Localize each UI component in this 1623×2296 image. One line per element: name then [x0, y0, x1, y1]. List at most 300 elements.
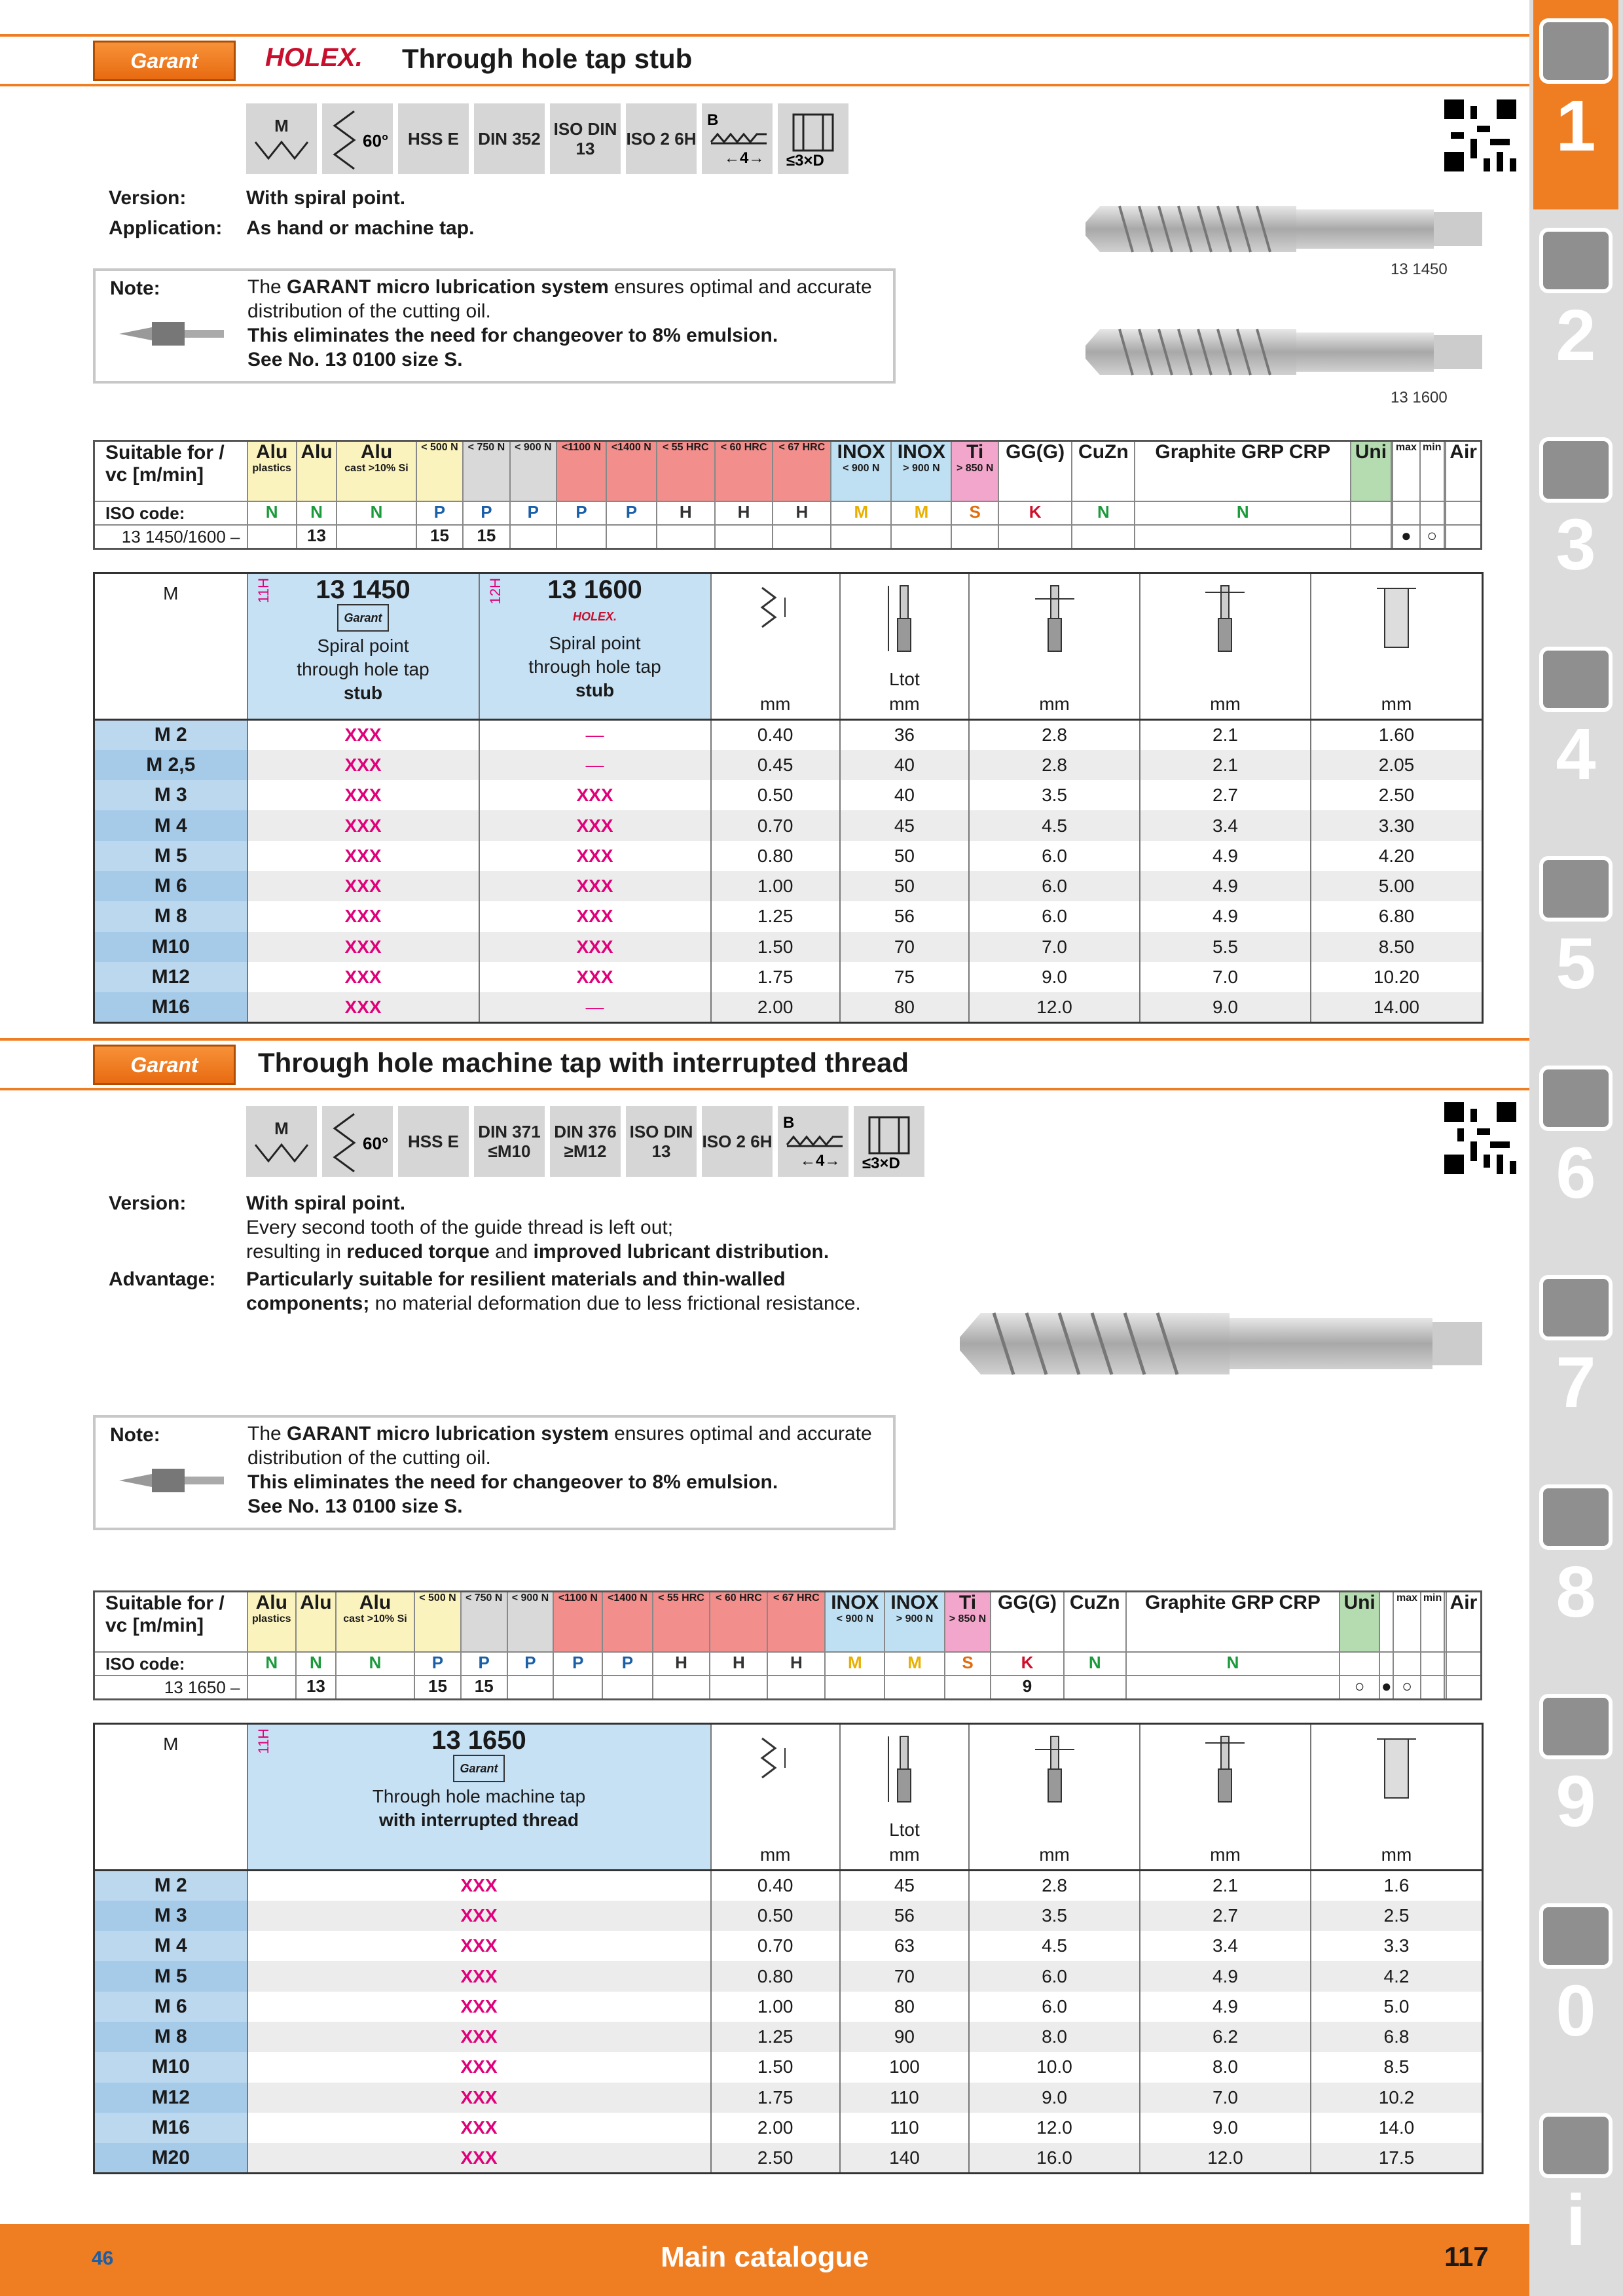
svg-text:←4→: ←4→ [800, 1152, 841, 1170]
table-cell: 2.50 [1311, 780, 1483, 810]
table-cell: 7.0 [969, 932, 1140, 962]
table-cell: 2.8 [969, 720, 1140, 750]
din-376-icon: DIN 376 ≥M12 [550, 1106, 621, 1177]
material-col: <1400 N [602, 1592, 652, 1652]
chamfer-form-b-icon [778, 1106, 848, 1177]
table-cell[interactable]: XXX [247, 2052, 711, 2082]
note-text: The GARANT micro lubrication system ensures optimal and accurate distribution of the cutting oil. This eliminates the need for changeover to 8% emulsion. See No. 13 0100 size S. [247, 276, 872, 370]
table-cell: 1.50 [711, 2052, 840, 2082]
table-row [94, 1931, 1483, 1961]
table-row [94, 2143, 1483, 2173]
cutting-speed-cell [556, 525, 606, 549]
cutting-speed-cell [831, 525, 891, 549]
iso-code-cell: P [602, 1652, 652, 1676]
sidebar-tab-i[interactable] [1533, 2094, 1618, 2296]
table-cell: 10.2 [1311, 2083, 1483, 2113]
table-cell: 56 [840, 901, 969, 931]
cutting-speed-cell [1072, 525, 1135, 549]
hss-e-icon: HSS E [398, 103, 469, 174]
thread-size-cell: M12 [94, 2083, 247, 2113]
table-cell: 3.30 [1311, 810, 1483, 840]
thread-size-cell: M 2,5 [94, 750, 247, 780]
table-cell[interactable]: XXX [247, 780, 479, 810]
iso-code-cell: P [414, 1652, 461, 1676]
shank-diameter-icon [1029, 1730, 1081, 1815]
square-column: mm [1140, 1724, 1311, 1871]
table-row [94, 720, 1483, 750]
iso-code-cell: N [1126, 1652, 1340, 1676]
table-cell: 56 [840, 1901, 969, 1931]
table-cell: 5.5 [1140, 932, 1311, 962]
cutting-speed-cell: ● [1393, 525, 1420, 549]
table-cell: 50 [840, 841, 969, 871]
iso-code-cell [1379, 1652, 1393, 1676]
table-cell: 2.00 [711, 2113, 840, 2143]
table-cell: 4.9 [1140, 1992, 1311, 2022]
material-col: CuZn [1072, 441, 1135, 501]
cutting-speed-cell [767, 1676, 825, 1700]
column-thread: M [94, 1724, 247, 1871]
sidebar-tab-2[interactable] [1533, 209, 1618, 419]
table-cell: 75 [840, 962, 969, 992]
table-cell[interactable]: XXX [247, 810, 479, 840]
table-cell[interactable]: XXX [247, 1901, 711, 1931]
table-cell[interactable]: XXX [247, 2113, 711, 2143]
cutting-speed-cell: ● [1379, 1676, 1393, 1700]
table-cell[interactable]: — [479, 720, 711, 750]
section-title: Through hole machine tap with interrupted thread [258, 1047, 909, 1078]
svg-text:60°: 60° [363, 131, 389, 151]
product-desc: Spiral point [317, 636, 409, 656]
table-cell[interactable]: — [479, 992, 711, 1022]
iso-code-cell: N [1064, 1652, 1126, 1676]
table-row [94, 841, 1483, 871]
material-col: INOX > 900 N [891, 441, 951, 501]
iso-code-cell: P [556, 501, 606, 525]
table-row [94, 2052, 1483, 2082]
table-cell[interactable]: XXX [247, 962, 479, 992]
table-cell: 17.5 [1311, 2143, 1483, 2173]
table-cell: 4.9 [1140, 871, 1311, 901]
iso-code-cell [1340, 1652, 1379, 1676]
material-col: < 60 HRC [715, 441, 773, 501]
material-col: Alu [297, 441, 337, 501]
iso-code-cell: H [710, 1652, 767, 1676]
cutting-speed-cell: 13 [296, 1676, 336, 1700]
sidebar-tab-3[interactable] [1533, 419, 1618, 628]
table-cell: 14.0 [1311, 2113, 1483, 2143]
pitch-column: mm [711, 1724, 840, 1871]
table-cell[interactable]: XXX [479, 962, 711, 992]
angle-60-icon [322, 103, 393, 174]
table-cell: 2.8 [969, 750, 1140, 780]
column-thread: M [94, 573, 247, 720]
core-drill-column: mm [1311, 1724, 1483, 1871]
iso-din-13-icon: ISO DIN 13 [550, 103, 621, 174]
sidebar-tab-5[interactable] [1533, 838, 1618, 1047]
metric-thread-icon: M [246, 1106, 317, 1177]
cutting-speed-cell [1446, 525, 1481, 549]
material-col: <1400 N [606, 441, 657, 501]
shank-diameter-column: mm [969, 1724, 1140, 1871]
material-col: INOX < 900 N [825, 1592, 884, 1652]
table-cell[interactable]: XXX [247, 932, 479, 962]
table-cell: 2.05 [1311, 750, 1483, 780]
table-cell[interactable]: XXX [479, 871, 711, 901]
svg-text:≤3×D: ≤3×D [786, 152, 824, 168]
pitch-icon [756, 584, 795, 637]
table-cell: 2.5 [1311, 1901, 1483, 1931]
thread-size-cell: M 8 [94, 901, 247, 931]
table-cell: 3.4 [1140, 810, 1311, 840]
material-col [1379, 1592, 1393, 1652]
din-371-icon: DIN 371 ≤M10 [474, 1106, 545, 1177]
product-code: 13 1600 [547, 575, 642, 604]
material-col: min [1420, 441, 1444, 501]
cutting-speed-cell [553, 1676, 602, 1700]
cutting-speed-cell [337, 525, 416, 549]
table-cell: 4.9 [1140, 841, 1311, 871]
table-cell: 100 [840, 2052, 969, 2082]
table-cell: 70 [840, 1961, 969, 1991]
chamfer-form-b-icon [702, 103, 773, 174]
thread-size-cell: M16 [94, 2113, 247, 2143]
version-text: With spiral point. [246, 187, 406, 209]
cutting-speed-cell [247, 1676, 297, 1700]
iso-code-cell: H [657, 501, 715, 525]
angle-60-icon [322, 1106, 393, 1177]
table-cell[interactable]: XXX [247, 2143, 711, 2173]
iso-code-cell: N [247, 501, 297, 525]
table-cell: 0.70 [711, 810, 840, 840]
material-col: < 500 N [416, 441, 463, 501]
table-cell: 6.2 [1140, 2022, 1311, 2052]
iso-code-cell: M [825, 1652, 884, 1676]
product-code: 13 1450 [316, 575, 410, 604]
table-cell[interactable]: XXX [247, 841, 479, 871]
material-col: < 55 HRC [657, 441, 715, 501]
iso-code-cell [1393, 1652, 1420, 1676]
table-cell: 80 [840, 1992, 969, 2022]
table-cell[interactable]: XXX [479, 780, 711, 810]
table-cell: 12.0 [969, 2113, 1140, 2143]
table-cell: 4.9 [1140, 901, 1311, 931]
material-col: GG(G) [991, 1592, 1063, 1652]
sidebar-tab-number: 3 [1556, 505, 1596, 585]
table-row [94, 2113, 1483, 2143]
cutting-speed-cell [653, 1676, 710, 1700]
iso-code-cell [1446, 1652, 1482, 1676]
iso-code-cell: P [553, 1652, 602, 1676]
thread-size-cell: M 5 [94, 1961, 247, 1991]
sidebar-tab-7[interactable] [1533, 1257, 1618, 1466]
iso-code-cell: H [773, 501, 831, 525]
table-cell: 140 [840, 2143, 969, 2173]
product-desc: Spiral point [549, 633, 641, 653]
sidebar-tab-9[interactable] [1533, 1676, 1618, 1885]
version-label: Version: [109, 187, 187, 209]
sidebar-tab-number: 6 [1556, 1133, 1596, 1213]
material-col: Ti > 850 N [945, 1592, 991, 1652]
material-col: max [1393, 441, 1420, 501]
header-rule-top [0, 1038, 1529, 1041]
iso-code-cell: N [297, 501, 337, 525]
sidebar-tab-number: 8 [1556, 1552, 1596, 1632]
chapter-icon [1539, 1275, 1613, 1340]
svg-text:B: B [707, 111, 719, 129]
iso-code-cell: S [945, 1652, 991, 1676]
sidebar-tab-4[interactable] [1533, 628, 1618, 838]
iso-code-cell: N [1072, 501, 1135, 525]
table-cell: 12.0 [1140, 2143, 1311, 2173]
tolerance-label: 11H [255, 1729, 272, 1754]
table-cell: 3.3 [1311, 1931, 1483, 1961]
table-cell: 0.80 [711, 841, 840, 871]
chapter-icon [1539, 228, 1613, 293]
table-cell: 2.1 [1140, 720, 1311, 750]
table-cell: 2.1 [1140, 1871, 1311, 1901]
thread-size-cell: M 3 [94, 780, 247, 810]
chapter-icon [1539, 2113, 1613, 2178]
table-cell[interactable]: XXX [247, 992, 479, 1022]
thread-size-cell: M 4 [94, 810, 247, 840]
table-cell: 4.5 [969, 1931, 1140, 1961]
material-col: min [1421, 1592, 1445, 1652]
material-col: < 55 HRC [653, 1592, 710, 1652]
cutting-speed-cell [1126, 1676, 1340, 1700]
table-cell: 7.0 [1140, 962, 1311, 992]
cutting-speed-cell [657, 525, 715, 549]
suitable-for-label: Suitable for / vc [m/min] [94, 1592, 247, 1652]
iso-code-cell: K [998, 501, 1072, 525]
note-text: The GARANT micro lubrication system ensures optimal and accurate distribution of the cutting oil. This eliminates the need for changeover to 8% emulsion. See No. 13 0100 size S. [247, 1423, 872, 1517]
holex-mini-logo: HOLEX. [572, 610, 617, 623]
table-cell: 40 [840, 750, 969, 780]
table-cell[interactable]: XXX [479, 932, 711, 962]
cutting-speed-cell: 13 [297, 525, 337, 549]
tap-image-131600 [1080, 319, 1486, 385]
table-cell: 4.20 [1311, 841, 1483, 871]
table-cell: 4.9 [1140, 1961, 1311, 1991]
table-cell[interactable]: XXX [247, 1992, 711, 2022]
iso-code-label: ISO code: [94, 501, 247, 525]
table-cell: 50 [840, 871, 969, 901]
note-box [93, 268, 896, 384]
material-col: INOX < 900 N [831, 441, 891, 501]
thread-size-cell: M 5 [94, 841, 247, 871]
suitability-table [93, 1590, 1482, 1700]
property-icons [246, 103, 848, 174]
table-row [94, 1961, 1483, 1991]
table-cell: 0.45 [711, 750, 840, 780]
cutting-speed-cell [884, 1676, 944, 1700]
thread-size-cell: M16 [94, 992, 247, 1022]
table-cell[interactable]: XXX [247, 2022, 711, 2052]
table-cell: 1.75 [711, 962, 840, 992]
thread-size-cell: M12 [94, 962, 247, 992]
sidebar-tab-0[interactable] [1533, 1885, 1618, 2094]
micro-lubrication-icon [113, 308, 228, 360]
table-cell: 7.0 [1140, 2083, 1311, 2113]
cutting-speed-cell: 15 [416, 525, 463, 549]
product-desc: with interrupted thread [379, 1810, 579, 1830]
material-col: GG(G) [998, 441, 1072, 501]
square-column: mm [1140, 573, 1311, 720]
iso-code-cell: N [1135, 501, 1351, 525]
table-cell[interactable]: XXX [247, 1961, 711, 1991]
note-label: Note: [110, 1424, 160, 1446]
shank-diameter-column: mm [969, 573, 1140, 720]
table-cell: 0.80 [711, 1961, 840, 1991]
material-col: INOX > 900 N [884, 1592, 944, 1652]
table-cell: 9.0 [969, 962, 1140, 992]
pitch-icon [756, 1735, 795, 1787]
material-col: Uni [1340, 1592, 1379, 1652]
core-drill-icon [1370, 1730, 1423, 1815]
table-cell[interactable]: XXX [479, 810, 711, 840]
cutting-speed-cell [891, 525, 951, 549]
image-caption-131450: 13 1450 [1391, 260, 1448, 278]
cutting-speed-cell: 15 [461, 1676, 507, 1700]
cutting-speed-cell: 9 [991, 1676, 1063, 1700]
cutting-speed-cell [773, 525, 831, 549]
table-cell: 63 [840, 1931, 969, 1961]
header-rule-top [0, 34, 1529, 37]
table-cell[interactable]: XXX [247, 901, 479, 931]
table-cell: 70 [840, 932, 969, 962]
table-cell: 8.50 [1311, 932, 1483, 962]
material-col: Uni [1351, 441, 1391, 501]
table-row [94, 992, 1483, 1022]
chapter-icon [1539, 18, 1613, 84]
version-text: With spiral point. Every second tooth of the guide thread is left out; resulting in reduced torque and improved lubricant distribution. [246, 1193, 830, 1263]
sidebar-tab-number: 5 [1556, 924, 1596, 1004]
note-label: Note: [110, 278, 160, 299]
shank-diameter-icon [1029, 579, 1081, 664]
table-cell[interactable]: XXX [247, 1871, 711, 1901]
sidebar-tab-number: 7 [1556, 1342, 1596, 1423]
table-cell: 1.00 [711, 1992, 840, 2022]
sidebar-tab-number: 4 [1556, 714, 1596, 795]
section-title: Through hole tap stub [402, 43, 693, 74]
table-cell[interactable]: — [479, 750, 711, 780]
cutting-speed-cell [510, 525, 556, 549]
suitable-for-label: Suitable for / vc [m/min] [94, 441, 247, 501]
sidebar-tab-8[interactable] [1533, 1466, 1618, 1676]
article-label: 13 1450/1600 – [94, 525, 247, 549]
cutting-speed-cell [945, 1676, 991, 1700]
material-col: Graphite GRP CRP [1126, 1592, 1340, 1652]
sidebar-tab-6[interactable] [1533, 1047, 1618, 1257]
iso-code-cell: M [891, 501, 951, 525]
advantage-label: Advantage: [109, 1268, 216, 1290]
iso-2-6h-icon: ISO 2 6H [626, 103, 697, 174]
table-cell[interactable]: XXX [247, 871, 479, 901]
cutting-speed-cell: 15 [463, 525, 509, 549]
table-cell: 10.20 [1311, 962, 1483, 992]
iso-code-cell [1421, 1652, 1445, 1676]
garant-mini-logo: Garant [337, 604, 388, 632]
table-cell[interactable]: XXX [479, 841, 711, 871]
table-row [94, 871, 1483, 901]
sidebar-tab-number: i [1565, 2180, 1586, 2261]
table-cell: 1.00 [711, 871, 840, 901]
suitability-table [93, 440, 1482, 550]
thread-size-cell: M 4 [94, 1931, 247, 1961]
material-col: Air [1446, 441, 1481, 501]
table-cell: 36 [840, 720, 969, 750]
table-cell[interactable]: XXX [247, 720, 479, 750]
cutting-speed-cell [1351, 525, 1391, 549]
cutting-speed-cell [1064, 1676, 1126, 1700]
table-cell: 4.2 [1311, 1961, 1483, 1991]
cutting-speed-cell [1135, 525, 1351, 549]
table-cell: 6.0 [969, 871, 1140, 901]
table-cell: 6.0 [969, 841, 1140, 871]
sidebar-tab-1[interactable] [1533, 0, 1618, 209]
garant-logo: Garant [93, 1045, 236, 1085]
iso-code-cell: P [463, 501, 509, 525]
cutting-speed-cell [336, 1676, 414, 1700]
length-column: Ltot mm [840, 1724, 969, 1871]
table-cell: 45 [840, 1871, 969, 1901]
material-col: max [1393, 1592, 1420, 1652]
page-number-right: 117 [1444, 2241, 1489, 2272]
total-length-icon [884, 579, 924, 664]
iso-code-cell: K [991, 1652, 1063, 1676]
iso-code-cell: M [831, 501, 891, 525]
chapter-icon [1539, 856, 1613, 922]
hss-e-icon: HSS E [398, 1106, 469, 1177]
garant-logo: Garant [93, 41, 236, 81]
thread-size-cell: M 2 [94, 1871, 247, 1901]
table-row [94, 962, 1483, 992]
table-cell: 6.80 [1311, 901, 1483, 931]
table-cell: 80 [840, 992, 969, 1022]
chapter-icon [1539, 1484, 1613, 1550]
iso-code-cell: H [767, 1652, 825, 1676]
table-cell: 0.40 [711, 1871, 840, 1901]
chapter-icon [1539, 647, 1613, 712]
table-cell: 2.50 [711, 2143, 840, 2173]
sidebar-tab-number: 0 [1556, 1971, 1596, 2051]
table-cell: 1.25 [711, 901, 840, 931]
iso-code-cell: H [653, 1652, 710, 1676]
table-cell[interactable]: XXX [247, 750, 479, 780]
thread-size-cell: M10 [94, 2052, 247, 2082]
table-cell[interactable]: XXX [247, 2083, 711, 2113]
table-cell: 0.50 [711, 780, 840, 810]
table-cell[interactable]: XXX [247, 1931, 711, 1961]
iso-code-cell: P [606, 501, 657, 525]
table-cell[interactable]: XXX [479, 901, 711, 931]
table-cell: 8.0 [1140, 2052, 1311, 2082]
product-desc: stub [343, 683, 383, 703]
table-cell: 10.0 [969, 2052, 1140, 2082]
tap-image-131650 [955, 1301, 1485, 1386]
length-column: Ltot mm [840, 573, 969, 720]
iso-code-cell: N [247, 1652, 297, 1676]
cutting-speed-cell: ○ [1393, 1676, 1420, 1700]
cutting-speed-cell: ○ [1420, 525, 1444, 549]
iso-code-cell: P [461, 1652, 507, 1676]
material-col: < 67 HRC [773, 441, 831, 501]
thread-size-cell: M 6 [94, 1992, 247, 2022]
svg-text:B: B [783, 1114, 795, 1132]
iso-code-cell: P [416, 501, 463, 525]
ltot-label: Ltot [889, 669, 920, 689]
iso-2-6h-icon: ISO 2 6H [702, 1106, 773, 1177]
